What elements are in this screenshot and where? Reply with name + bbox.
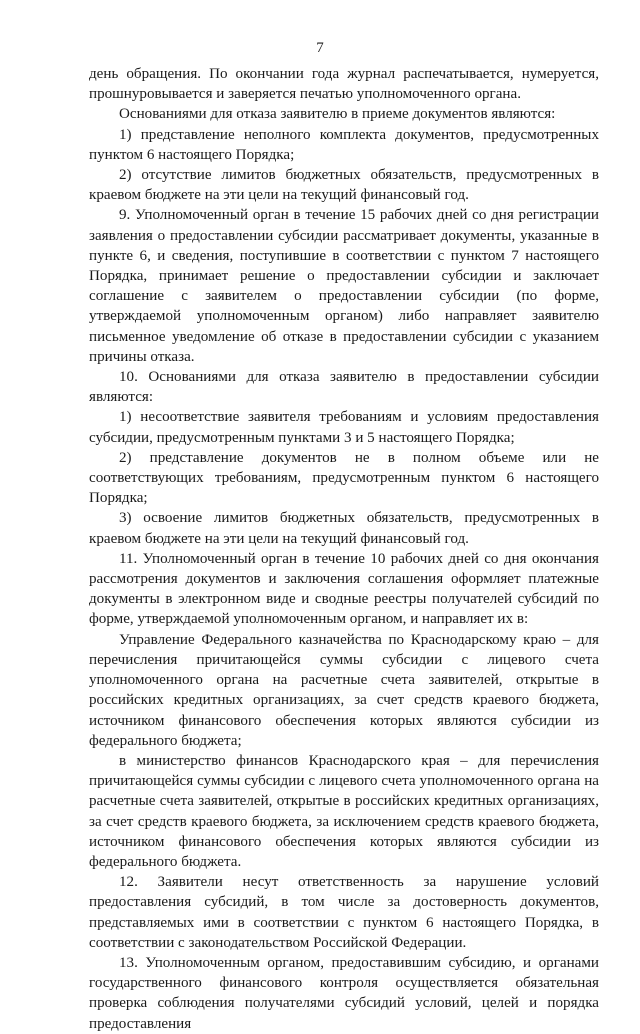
paragraph-refusal-grounds-intro: Основаниями для отказа заявителю в приеме документов являются: <box>119 106 556 123</box>
paragraph-clause-10-item-2: 2) представление документов не в полном объеме или не соответствующих требованиям, предусмотренным пунктом 6 настоящего Порядка; <box>89 449 599 507</box>
paragraph-clause-10-item-3: 3) освоение лимитов бюджетных обязательств, предусмотренных в краевом бюджете на эти цели на текущий финансовый год. <box>89 510 599 547</box>
paragraph-continuation: день обращения. По окончании года журнал распечатывается, нумеруется, прошнуровывается и заверяется печатью уполномоченного органа. <box>89 66 599 103</box>
paragraph-refusal-ground-2: 2) отсутствие лимитов бюджетных обязательств, предусмотренных в краевом бюджете на эти цели на текущий финансовый год. <box>89 167 599 204</box>
page-number: 7 <box>316 40 324 56</box>
paragraph-refusal-ground-1: 1) представление неполного комплекта документов, предусмотренных пунктом 6 настоящего Порядка; <box>89 126 599 163</box>
paragraph-clause-13: 13. Уполномоченным органом, предоставившим субсидию, и органами государственного финансового контроля осуществляется обязательная проверка соблюдения получателями субсидий условий, целей и порядка предоставления <box>89 954 599 1032</box>
paragraph-clause-12: 12. Заявители несут ответственность за нарушение условий предоставления субсидий, в том числе за достоверность документов, представляемых ими в соответствии с пунктом 6 настоящего Порядка, в соответствии с законодательством Российской Федерации. <box>89 874 599 951</box>
paragraph-clause-11: 11. Уполномоченный орган в течение 10 рабочих дней со дня окончания рассмотрения документов и заключения соглашения оформляет платежные документы в электронном виде и сводные реестры получателей субсидий по форме, утверждаемой уполномоченным органом, и направляет их в: <box>89 550 599 628</box>
paragraph-clause-11-recipient-ministry: в министерство финансов Краснодарского края – для перечисления причитающейся суммы субсидии с лицевого счета уполномоченного органа на расчетные счета заявителей, открытые в российских кредитных организациях, за счет средств краевого бюджета, за исключением средств краевого бюджета, источником финансового обеспечения которых являются субсидии из федерального бюджета. <box>89 752 599 870</box>
paragraph-clause-9: 9. Уполномоченный орган в течение 15 рабочих дней со дня регистрации заявления о предоставлении субсидии рассматривает документы, указанные в пункте 6, и сведения, поступившие в соответствии с пунктом 7 настоящего Порядка, принимает решение о предоставлении субсидии и заключает соглашение с заявителем о предоставлении субсидии (по форме, утверждаемой уполномоченным органом) либо направляет заявителю письменное уведомление об отказе в предоставлении субсидии с указанием причины отказа. <box>89 207 599 365</box>
paragraph-clause-11-recipient-treasury: Управление Федерального казначейства по Краснодарскому краю – для перечисления причитающейся суммы субсидии с лицевого счета уполномоченного органа на расчетные счета заявителей, открытые в российских кредитных организациях, за счет средств краевого бюджета, источником финансового обеспечения которых являются субсидии из федерального бюджета; <box>89 631 599 749</box>
document-body <box>89 64 599 1034</box>
paragraph-clause-10: 10. Основаниями для отказа заявителю в предоставлении субсидии являются: <box>89 369 599 406</box>
paragraph-clause-10-item-1: 1) несоответствие заявителя требованиям и условиям предоставления субсидии, предусмотренным пунктами 3 и 5 настоящего Порядка; <box>89 409 599 446</box>
